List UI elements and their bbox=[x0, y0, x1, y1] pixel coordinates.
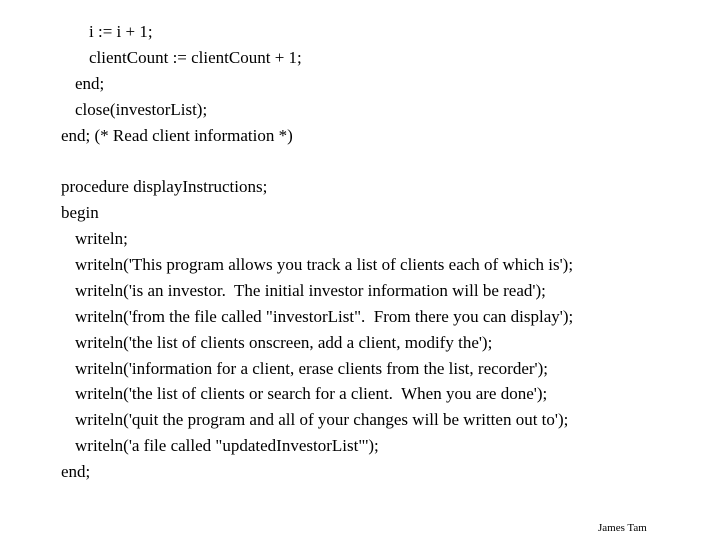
code-line: clientCount := clientCount + 1; bbox=[89, 47, 302, 67]
code-line: writeln; bbox=[75, 229, 128, 249]
code-line: close(investorList); bbox=[75, 99, 208, 119]
code-line: procedure displayInstructions; bbox=[61, 177, 268, 197]
code-line: writeln('information for a client, erase clients from the list, recorder'); bbox=[75, 358, 548, 378]
code-line: end; bbox=[75, 73, 105, 93]
code-line: writeln('the list of clients onscreen, add a client, modify the'); bbox=[75, 332, 493, 352]
code-line: writeln('is an investor. The initial investor information will be read'); bbox=[75, 280, 546, 300]
code-line: end; (* Read client information *) bbox=[61, 125, 293, 145]
code-line: begin bbox=[61, 203, 99, 223]
code-line: writeln('from the file called "investorList". From there you can display'); bbox=[75, 306, 574, 326]
code-line: writeln('This program allows you track a list of clients each of which is'); bbox=[75, 255, 574, 275]
code-line: writeln('quit the program and all of your changes will be written out to'); bbox=[75, 410, 569, 430]
code-line bbox=[61, 148, 573, 174]
code-line: writeln('the list of clients or search for a client. When you are done'); bbox=[75, 384, 548, 404]
code-line: i := i + 1; bbox=[89, 22, 153, 41]
footer-author: James Tam bbox=[598, 522, 647, 534]
code-line: writeln('a file called "updatedInvestorList"'); bbox=[75, 436, 379, 456]
code-line: end; bbox=[61, 462, 91, 482]
code-listing bbox=[61, 19, 573, 485]
